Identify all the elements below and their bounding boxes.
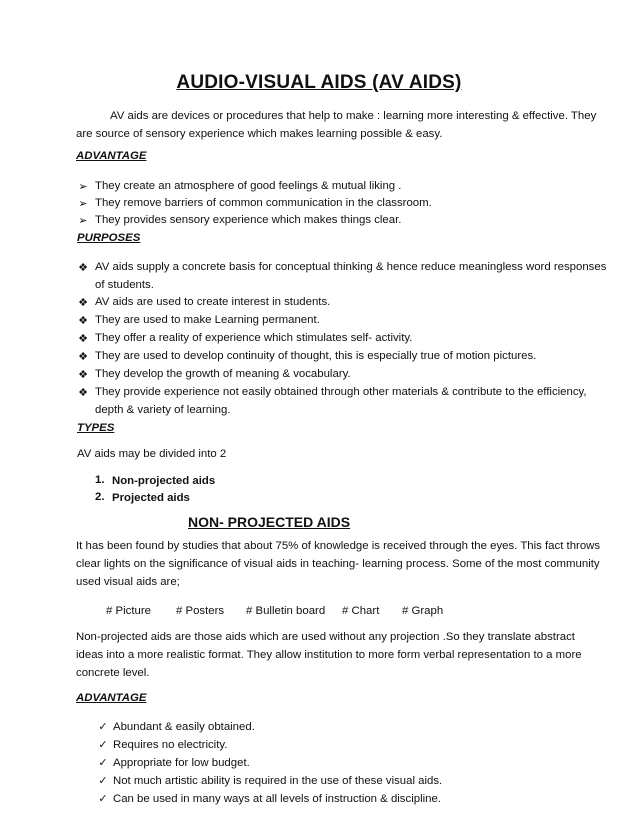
checkmark-bullet-icon: ✓ — [98, 721, 108, 733]
example-item: # Picture — [106, 605, 151, 617]
page-title: AUDIO-VISUAL AIDS (AV AIDS) — [176, 72, 462, 93]
checkmark-bullet-icon: ✓ — [98, 757, 108, 769]
purpose-item-text: They provide experience not easily obtained through other materials & contribute to the efficiency, — [95, 386, 587, 398]
diamond-bullet-icon: ❖ — [78, 387, 88, 399]
advantage-item-text: Can be used in many ways at all levels of instruction & discipline. — [113, 793, 441, 805]
advantage-item-text: Not much artistic ability is required in the use of these visual aids. — [113, 775, 443, 787]
nonprojected-heading: NON- PROJECTED AIDS — [188, 514, 351, 530]
type-item-number: 2. — [95, 491, 105, 503]
arrow-bullet-icon: ➢ — [78, 198, 88, 210]
type-item-label: Non-projected aids — [112, 475, 216, 487]
type-item-label: Projected aids — [112, 492, 190, 504]
nonprojected-para1-line3: used visual aids are; — [76, 576, 180, 588]
purpose-item-text: They develop the growth of meaning & vocabulary. — [95, 368, 351, 380]
intro-line-2: are source of sensory experience which makes learning possible & easy. — [76, 128, 443, 140]
diamond-bullet-icon: ❖ — [78, 315, 88, 327]
example-item: # Bulletin board — [246, 605, 326, 617]
purpose-item-text-cont: of students. — [95, 279, 154, 291]
checkmark-bullet-icon: ✓ — [98, 739, 108, 751]
diamond-bullet-icon: ❖ — [78, 297, 88, 309]
diamond-bullet-icon: ❖ — [78, 369, 88, 381]
purposes-heading: PURPOSES — [77, 232, 141, 244]
advantage-item-text: They remove barriers of common communication in the classroom. — [95, 197, 432, 209]
advantage-heading-2: ADVANTAGE — [76, 692, 147, 704]
nonprojected-para1-line2: clear lights on the significance of visual aids in teaching- learning process. Some of the most community — [76, 558, 600, 570]
nonprojected-para2-line1: Non-projected aids are those aids which are used without any projection .So they translate abstract — [76, 631, 575, 643]
advantage-item-text: Abundant & easily obtained. — [113, 721, 255, 733]
advantage-item-text: Requires no electricity. — [113, 739, 228, 751]
types-intro: AV aids may be divided into 2 — [77, 448, 227, 460]
advantage-item-text: They provides sensory experience which makes things clear. — [95, 214, 402, 226]
purpose-item-text: They are used to develop continuity of thought, this is especially true of motion pictures. — [95, 350, 537, 362]
example-item: # Chart — [342, 605, 380, 617]
intro-line-1: AV aids are devices or procedures that help to make : learning more interesting & effective. They — [110, 110, 597, 122]
checkmark-bullet-icon: ✓ — [98, 775, 108, 787]
arrow-bullet-icon: ➢ — [78, 181, 88, 193]
diamond-bullet-icon: ❖ — [78, 262, 88, 274]
nonprojected-para1-line1: It has been found by studies that about 75% of knowledge is received through the eyes. This fact throws — [76, 540, 601, 552]
example-item: # Posters — [176, 605, 225, 617]
type-item-number: 1. — [95, 474, 105, 486]
purpose-item-text: AV aids are used to create interest in students. — [95, 296, 331, 308]
arrow-bullet-icon: ➢ — [78, 215, 88, 227]
types-heading: TYPES — [77, 422, 115, 434]
example-item: # Graph — [402, 605, 444, 617]
advantage-item-text: They create an atmosphere of good feelings & mutual liking . — [95, 180, 402, 192]
purpose-item-text: They are used to make Learning permanent. — [95, 314, 320, 326]
purpose-item-text: AV aids supply a concrete basis for conceptual thinking & hence reduce meaningless word responses — [95, 261, 607, 273]
purpose-item-text: They offer a reality of experience which stimulates self- activity. — [95, 332, 413, 344]
diamond-bullet-icon: ❖ — [78, 351, 88, 363]
advantage-item-text: Appropriate for low budget. — [113, 757, 250, 769]
purpose-item-text-cont: depth & variety of learning. — [95, 404, 231, 416]
diamond-bullet-icon: ❖ — [78, 333, 88, 345]
checkmark-bullet-icon: ✓ — [98, 793, 108, 805]
advantage-heading: ADVANTAGE — [76, 150, 147, 162]
nonprojected-para2-line2: ideas into a more realistic format. They allow institution to more form verbal representation to a more — [76, 649, 582, 661]
nonprojected-para2-line3: concrete level. — [76, 667, 150, 679]
